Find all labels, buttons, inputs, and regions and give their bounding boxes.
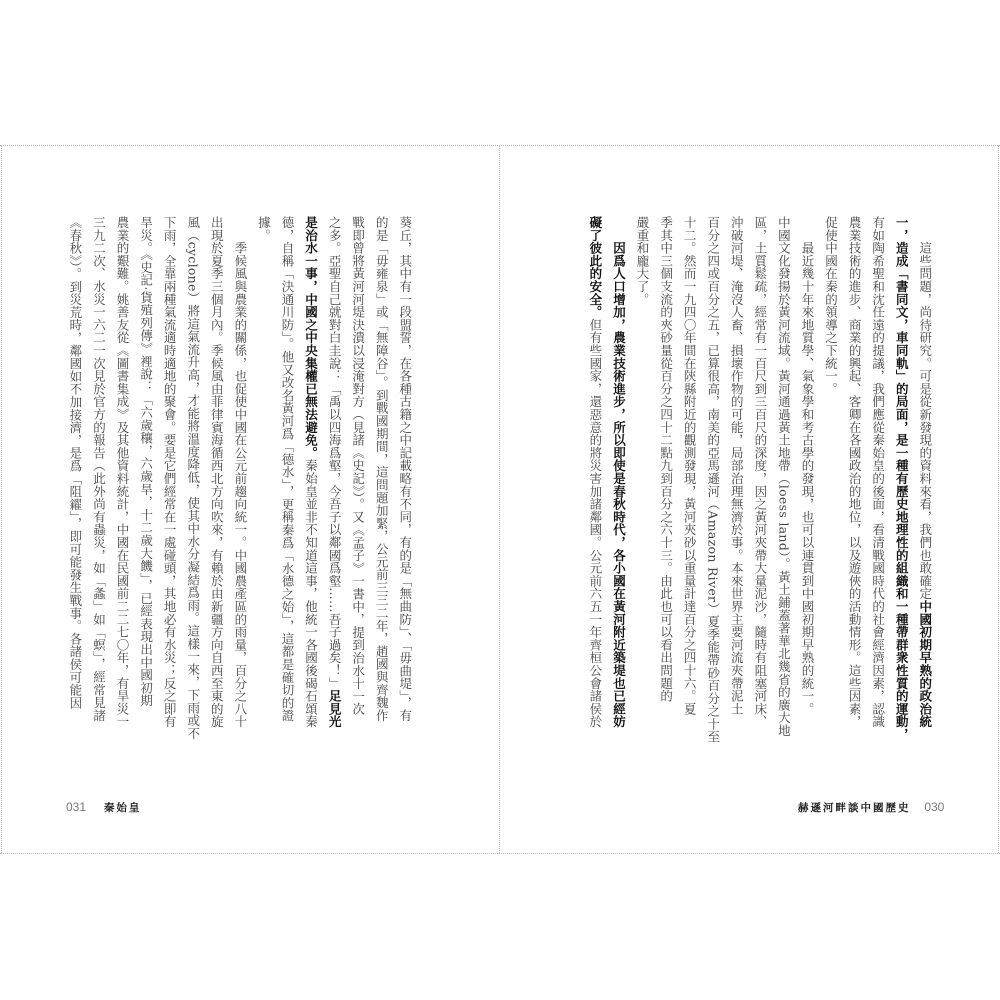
text-segment: 出現於夏季三個月內。季候風由菲律賓海循西北方向吹來，有賴於由新疆方向自西至東的旋 — [209, 216, 225, 728]
bold-text-segment: 是治水一事，中國之中央集權已無法避免。 — [303, 216, 319, 460]
text-segment: 沖破河堤、淹沒人畜、損壞作物的可能，局部治理無濟於事。本來世界主要河流夾帶泥土 — [729, 216, 745, 716]
text-column — [819, 216, 843, 756]
text-segment: 季其中三個支流的夾砂量從百分之四十二點九到百分之六十三。由此也可以看出問題的 — [658, 216, 674, 703]
text-column — [181, 216, 205, 756]
text-segment: 農業的艱難。姚善友從《圖書集成》及其他資料統計，中國在民國前二二七〇年，有旱災一 — [115, 216, 131, 728]
text-column — [252, 216, 276, 756]
text-column — [134, 216, 158, 756]
right-page-body — [583, 216, 937, 756]
text-column — [158, 216, 182, 756]
text-column — [87, 216, 111, 756]
left-page-body — [63, 216, 417, 756]
text-column — [393, 216, 417, 756]
text-segment: 有如陶希聖和沈任遠的提議，我們應從秦始皇的後面，看清戰國時代的社會經濟因素，認識 — [870, 216, 886, 728]
text-column — [630, 216, 654, 756]
left-page-edge — [1, 145, 2, 853]
text-segment: 中國文化發揚於黃河流域。黃河通過黃土地帶（loess land）。黃土鋪蓋著華北幾省的廣大地 — [776, 216, 792, 737]
text-column — [725, 216, 749, 756]
text-segment: 戰即曾將黃河河堤決潰以浸淹對方（見諸《史記》）。又《孟子》一書中，提到治水十一次 — [350, 216, 366, 716]
text-segment: 百分之四或百分之五，已算很高，南美的亞馬遜河（Amazon River）夏季能帶砂百分之十至 — [705, 216, 721, 744]
text-segment — [611, 216, 626, 242]
text-column — [299, 216, 323, 756]
bold-text-segment: 礙了彼此的安全。 — [587, 216, 603, 319]
text-segment: 三九二次、水災一六二一次見於官方的報告（此外尚有蟲災，如「螽」如「螟」，經常見諸 — [91, 216, 107, 722]
text-column — [843, 216, 867, 756]
text-column — [654, 216, 678, 756]
bold-text-segment: 一，造成「書同文，車同軌」的局面，是一種有歷史地理性的組織和一種帶群衆性質的運動， — [894, 216, 910, 741]
text-column — [772, 216, 796, 756]
text-segment: 區，土質鬆疏，經常有一百尺到三百尺的深度，因之黃河夾帶大量泥沙，隨時有阻塞河床、 — [752, 216, 768, 728]
text-column — [110, 216, 134, 756]
text-segment: 《春秋》）。到災荒時，鄰國如不加接濟，是爲「阻糴」，即可能發生戰事。各諸侯可能因 — [67, 216, 83, 710]
text-column — [866, 216, 890, 756]
text-segment: 的是「毋雍泉」或「無障谷」。到戰國期間，這問題加緊，公元前三三二年，趙國與齊魏作 — [374, 216, 390, 722]
page-top-border — [0, 145, 1000, 146]
text-segment: 嚴重和龐大了。 — [635, 216, 651, 306]
text-segment: 季候風與農業的關係，也促使中國在公元前趨向統一。中國農產區的雨量，百分之八十 — [232, 216, 248, 728]
text-column — [607, 216, 631, 756]
text-column — [913, 216, 937, 756]
running-head: 赫遜河畔談中國歷史 — [798, 802, 911, 814]
text-column — [370, 216, 394, 756]
text-column — [63, 216, 87, 756]
page-number: 030 — [924, 800, 945, 814]
text-column — [205, 216, 229, 756]
text-segment: 最近幾十年來地質學、氣象學和考古學的發現，也可以連貫到中國初期早熟的統一。 — [799, 216, 815, 716]
text-segment: 這些問題，尚待研究。可是從新發現的資料來看，我們也敢確定 — [917, 216, 933, 600]
right-page-footer — [798, 800, 944, 815]
text-column — [228, 216, 252, 756]
text-segment: 十二。然而一九四〇年間在陝縣附近的觀測發現，黃河夾砂以重量計達百分之四十六。夏 — [682, 216, 698, 716]
text-segment: 下雨，全靠兩種氣流適時適地的聚會。要是它們經常在一處碰頭，其地必有水災；反之即有 — [162, 216, 178, 728]
text-segment: 促使中國在秦的領導之下統一。 — [823, 216, 839, 396]
text-segment: 但有些國家，還惡意的將災害加諸鄰國。公元前六五一年齊桓公會諸侯於 — [587, 318, 603, 729]
page-number: 031 — [66, 800, 87, 814]
running-head: 秦始皇 — [103, 802, 142, 814]
text-segment: 農業技術的進步、商業的興起、客卿在各國政治的地位，以及遊俠的活動情形。這些因素， — [847, 216, 863, 728]
bold-text-segment: 因爲人口增加，農業技術進步，所以即使是春秋時代，各小國在黃河附近築堤也已經妨 — [611, 241, 627, 729]
page-bottom-border — [0, 853, 1000, 854]
text-segment: 風（cyclone）將這氣流升高，才能將溫度降低，使其中水分凝結爲雨。這樣一來，下雨或不 — [185, 216, 201, 740]
spine-divider — [499, 145, 500, 853]
text-column — [890, 216, 914, 756]
left-page-footer — [66, 800, 141, 815]
text-segment: 秦始皇並非不知道這事，他統一各國後碣石頌秦 — [303, 459, 319, 729]
text-segment: 德，自稱「決通川防」。他又改名黃河爲「德水」，更稱秦爲「水德之始」，這都是確切的證 — [279, 216, 295, 723]
text-column — [678, 216, 702, 756]
text-column — [748, 216, 772, 756]
bold-text-segment: 足見光 — [327, 689, 343, 729]
text-segment: 據。 — [256, 216, 272, 242]
text-column — [701, 216, 725, 756]
text-column — [275, 216, 299, 756]
text-segment: 葵丘，其中有一段盟誓，在各種古籍之中記載略有不同，有的是「無曲防」、「毋曲堤」，有 — [397, 216, 413, 723]
bold-text-segment: 中國初期早熟的政治統 — [917, 600, 933, 728]
text-column — [323, 216, 347, 756]
text-column — [795, 216, 819, 756]
text-column — [583, 216, 607, 756]
right-page-edge — [998, 145, 999, 853]
text-column — [346, 216, 370, 756]
text-segment: 旱災。《史記‧貨殖列傳》裡說：「六歲穰，六歲旱，十二歲大饑」，已經表現出中國初期 — [138, 216, 154, 707]
text-segment: 之多。亞聖自己就對白圭說：「禹以四海爲壑，今吾子以鄰國爲壑……吾子過矣！」 — [327, 216, 343, 690]
